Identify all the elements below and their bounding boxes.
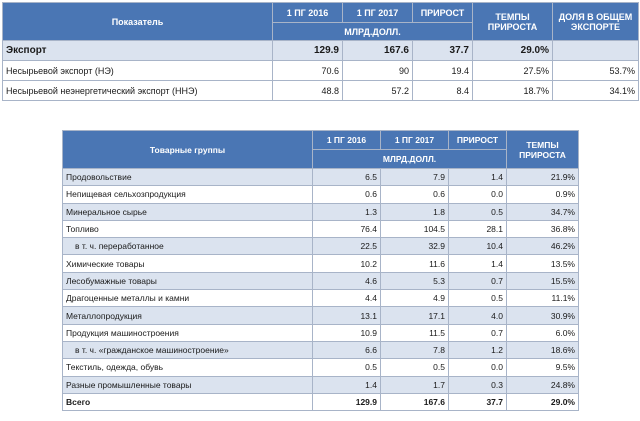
row-label: Минеральное сырье xyxy=(63,203,313,220)
growth-header: ПРИРОСТ xyxy=(413,3,473,23)
row-label: Несырьевой экспорт (НЭ) xyxy=(3,61,273,81)
cell-2017: 0.5 xyxy=(381,359,449,376)
row-label: Текстиль, одежда, обувь xyxy=(63,359,313,376)
indicator-header: Показатель xyxy=(3,3,273,41)
cell-2017: 11.5 xyxy=(381,324,449,341)
cell-growth: 0.7 xyxy=(449,324,507,341)
table-row xyxy=(63,169,579,186)
row-label: Несырьевой неэнергетический экспорт (ННЭ) xyxy=(3,81,273,101)
unit-header: МЛРД.ДОЛЛ. xyxy=(313,150,507,169)
cell-2016: 0.5 xyxy=(313,359,381,376)
cell-growth: 0.5 xyxy=(449,203,507,220)
cell-2016: 70.6 xyxy=(273,61,343,81)
product-groups-table xyxy=(62,130,579,411)
cell-rate: 18.6% xyxy=(507,341,579,358)
cell-2016: 1.3 xyxy=(313,203,381,220)
cell-growth: 19.4 xyxy=(413,61,473,81)
cell-rate: 6.0% xyxy=(507,324,579,341)
cell-2016: 0.6 xyxy=(313,186,381,203)
cell-2016: 129.9 xyxy=(273,41,343,61)
cell-growth: 37.7 xyxy=(413,41,473,61)
cell-growth: 28.1 xyxy=(449,220,507,237)
table-row xyxy=(63,272,579,289)
cell-rate: 24.8% xyxy=(507,376,579,393)
row-label: Продовольствие xyxy=(63,169,313,186)
cell-2016: 6.5 xyxy=(313,169,381,186)
group-header: Товарные группы xyxy=(63,131,313,169)
table-row xyxy=(63,255,579,272)
rate-header: ТЕМПЫ ПРИРОСТА xyxy=(473,3,553,41)
table-row xyxy=(63,238,579,255)
cell-2016: 10.9 xyxy=(313,324,381,341)
table-row xyxy=(63,290,579,307)
cell-growth: 0.7 xyxy=(449,272,507,289)
row-label: Драгоценные металлы и камни xyxy=(63,290,313,307)
cell-rate: 36.8% xyxy=(507,220,579,237)
row-label: в т. ч. «гражданское машиностроение» xyxy=(63,341,313,358)
cell-growth: 37.7 xyxy=(449,393,507,410)
cell-2016: 4.4 xyxy=(313,290,381,307)
cell-2017: 167.6 xyxy=(343,41,413,61)
row-label: Непищевая сельхозпродукция xyxy=(63,186,313,203)
unit-header: МЛРД.ДОЛЛ. xyxy=(273,23,473,41)
cell-2017: 17.1 xyxy=(381,307,449,324)
cell-rate: 46.2% xyxy=(507,238,579,255)
cell-2017: 1.8 xyxy=(381,203,449,220)
table-row xyxy=(63,220,579,237)
cell-growth: 8.4 xyxy=(413,81,473,101)
cell-growth: 4.0 xyxy=(449,307,507,324)
table-row xyxy=(63,393,579,410)
cell-growth: 1.4 xyxy=(449,255,507,272)
row-label: Металлопродукция xyxy=(63,307,313,324)
row-label: Химические товары xyxy=(63,255,313,272)
cell-rate: 30.9% xyxy=(507,307,579,324)
cell-2016: 48.8 xyxy=(273,81,343,101)
cell-growth: 1.2 xyxy=(449,341,507,358)
cell-growth: 10.4 xyxy=(449,238,507,255)
cell-2017: 0.6 xyxy=(381,186,449,203)
cell-rate: 21.9% xyxy=(507,169,579,186)
col-2017-header: 1 ПГ 2017 xyxy=(343,3,413,23)
cell-rate: 0.9% xyxy=(507,186,579,203)
cell-2017: 90 xyxy=(343,61,413,81)
row-label: Лесобумажные товары xyxy=(63,272,313,289)
row-label: Топливо xyxy=(63,220,313,237)
row-label: Экспорт xyxy=(3,41,273,61)
row-label: Разные промышленные товары xyxy=(63,376,313,393)
table-row xyxy=(63,341,579,358)
cell-rate: 15.5% xyxy=(507,272,579,289)
share-header: ДОЛЯ В ОБЩЕМ ЭКСПОРТЕ xyxy=(553,3,639,41)
col-2016-header: 1 ПГ 2016 xyxy=(273,3,343,23)
cell-rate: 9.5% xyxy=(507,359,579,376)
cell-share: 34.1% xyxy=(553,81,639,101)
rate-header: ТЕМПЫ ПРИРОСТА xyxy=(507,131,579,169)
cell-2017: 5.3 xyxy=(381,272,449,289)
cell-share: 53.7% xyxy=(553,61,639,81)
table-row xyxy=(3,61,639,81)
col-2017-header: 1 ПГ 2017 xyxy=(381,131,449,150)
cell-2016: 76.4 xyxy=(313,220,381,237)
table-row xyxy=(63,203,579,220)
cell-2017: 57.2 xyxy=(343,81,413,101)
row-label: в т. ч. переработанное xyxy=(63,238,313,255)
cell-rate: 34.7% xyxy=(507,203,579,220)
cell-2016: 10.2 xyxy=(313,255,381,272)
cell-rate: 13.5% xyxy=(507,255,579,272)
table-row xyxy=(3,41,639,61)
cell-2017: 32.9 xyxy=(381,238,449,255)
cell-2017: 1.7 xyxy=(381,376,449,393)
cell-2016: 22.5 xyxy=(313,238,381,255)
export-summary-table xyxy=(2,2,639,101)
cell-growth: 0.0 xyxy=(449,186,507,203)
cell-rate: 11.1% xyxy=(507,290,579,307)
table-row xyxy=(63,359,579,376)
cell-rate: 29.0% xyxy=(473,41,553,61)
cell-2016: 1.4 xyxy=(313,376,381,393)
growth-header: ПРИРОСТ xyxy=(449,131,507,150)
table-row xyxy=(63,324,579,341)
col-2016-header: 1 ПГ 2016 xyxy=(313,131,381,150)
cell-growth: 0.0 xyxy=(449,359,507,376)
table-row xyxy=(3,81,639,101)
cell-growth: 1.4 xyxy=(449,169,507,186)
cell-share xyxy=(553,41,639,61)
cell-2016: 6.6 xyxy=(313,341,381,358)
cell-2016: 4.6 xyxy=(313,272,381,289)
cell-rate: 18.7% xyxy=(473,81,553,101)
cell-2016: 129.9 xyxy=(313,393,381,410)
cell-growth: 0.5 xyxy=(449,290,507,307)
cell-2017: 7.9 xyxy=(381,169,449,186)
cell-2017: 167.6 xyxy=(381,393,449,410)
cell-2016: 13.1 xyxy=(313,307,381,324)
cell-2017: 7.8 xyxy=(381,341,449,358)
cell-growth: 0.3 xyxy=(449,376,507,393)
table-row xyxy=(63,186,579,203)
table-row xyxy=(63,376,579,393)
cell-2017: 11.6 xyxy=(381,255,449,272)
row-label: Продукция машиностроения xyxy=(63,324,313,341)
cell-2017: 104.5 xyxy=(381,220,449,237)
cell-rate: 29.0% xyxy=(507,393,579,410)
cell-rate: 27.5% xyxy=(473,61,553,81)
cell-2017: 4.9 xyxy=(381,290,449,307)
row-label: Всего xyxy=(63,393,313,410)
table-row xyxy=(63,307,579,324)
